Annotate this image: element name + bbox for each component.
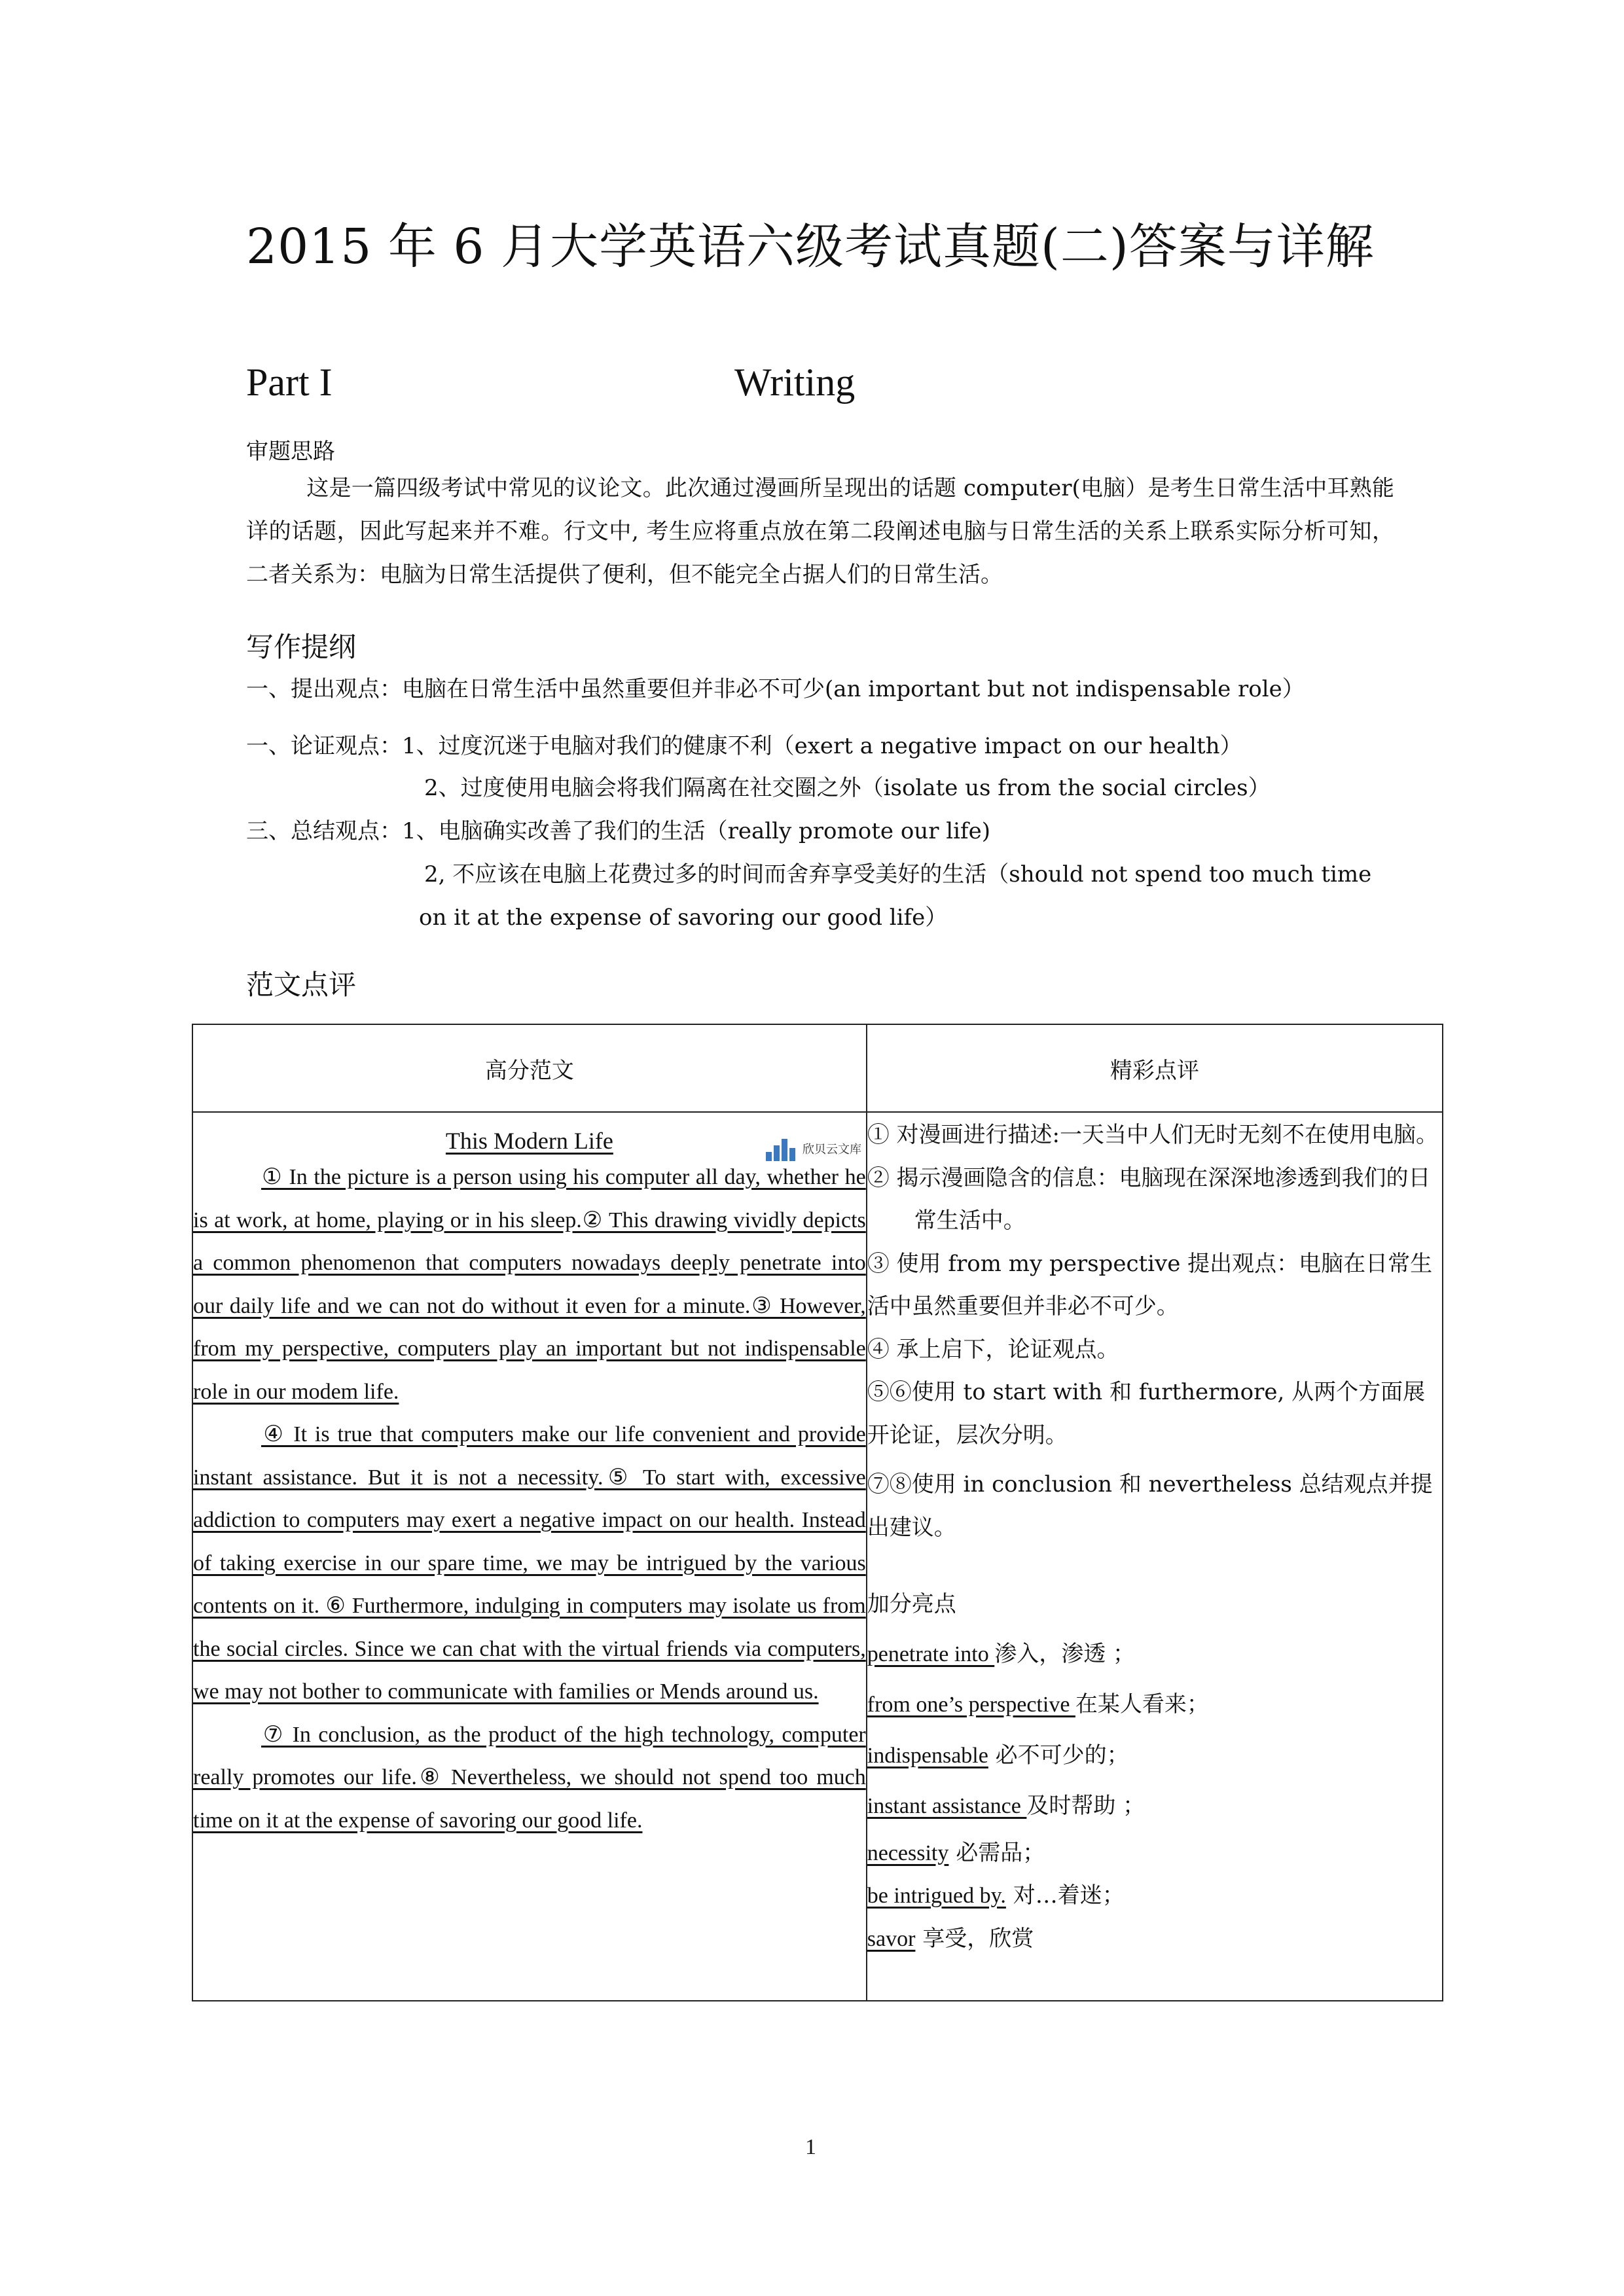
highlight-term: from one’s perspective <box>867 1693 1075 1717</box>
highlight-term: indispensable <box>867 1743 988 1768</box>
essay-paragraph-text: ① In the picture is a person using his computer all day, whether he is at work, at home, playing or in his sleep.② This drawing vividly depicts a common phenomenon that computers nowadays deeply penetrate into our daily life and we can not do without it even for a minute.③ However, from my perspective, computers play an important but not indispensable role in our modem life. <box>193 1165 866 1404</box>
highlight-term: be intrigued by. <box>867 1884 1006 1908</box>
highlight-term: penetrate into <box>867 1641 995 1666</box>
highlight-item <box>867 1633 1442 1676</box>
highlight-meaning: 享受，欣赏 <box>915 1925 1034 1952</box>
analysis-paragraph <box>246 467 1394 596</box>
outline-line: 2、过度使用电脑会将我们隔离在社交圈之外（isolate us from the social circles） <box>424 775 1271 801</box>
highlight-item <box>867 1874 1442 1918</box>
comment-item: ② 揭示漫画隐含的信息：电脑现在深深地渗透到我们的日常生活中。 <box>867 1164 1431 1234</box>
outline-line: 一、论证观点：1、过度沉迷于电脑对我们的健康不利（exert a negative impact on our health） <box>246 733 1242 759</box>
comment-item: ⑦⑧使用 in conclusion 和 nevertheless 总结观点并提出建议。 <box>867 1471 1433 1541</box>
part-number: Part I <box>246 361 333 404</box>
outline-line: 一、提出观点：电脑在日常生活中虽然重要但并非必不可少(an important but not indispensable role） <box>246 676 1305 702</box>
page-number: 1 <box>805 2135 816 2159</box>
column-header-comments: 精彩点评 <box>867 1024 1443 1112</box>
watermark-bars-icon <box>766 1139 797 1161</box>
review-table <box>192 1024 1443 2001</box>
highlight-item <box>867 1832 1442 1875</box>
highlight-term: instant assistance <box>867 1794 1027 1818</box>
essay-paragraph-text: ④ It is true that computers make our life convenient and provide instant assistance. But it is not a necessity.⑤ To start with, excessive addiction to computers may exert a negative impact on our health. Instead of taking exercise in our spare time, we may be intrigued by the various contents on it. ⑥ Furthermore, indulging in computers may isolate us from the social circles. Since we can chat with the virtual friends via computers, we may not bother to communicate with families or Mends around us. <box>193 1422 866 1704</box>
watermark-name: 欣贝云文库 <box>803 1143 861 1157</box>
part-name: Writing <box>734 361 856 404</box>
comment-item: ③ 使用 from my perspective 提出观点：电脑在日常生活中虽然重要但并非必不可少。 <box>867 1250 1433 1319</box>
essay-paragraph <box>193 1713 866 1842</box>
highlight-meaning: 渗入，渗透 ； <box>994 1640 1136 1667</box>
essay-paragraph-text: ⑦ In conclusion, as the product of the high technology, computer really promotes our life.⑧ Nevertheless, we should not spend too much time on it at the expense of savoring our good life. <box>193 1722 866 1833</box>
highlight-term: necessity <box>867 1840 949 1865</box>
highlight-item <box>867 1734 1442 1778</box>
highlight-meaning: 对…着迷； <box>1005 1882 1125 1909</box>
essay-body <box>193 1156 866 1842</box>
highlights-heading: 加分亮点 <box>867 1591 956 1617</box>
column-header-essay: 高分范文 <box>192 1024 867 1112</box>
highlight-meaning: 及时帮助 ； <box>1026 1793 1146 1819</box>
highlight-meaning: 在某人看来； <box>1075 1691 1209 1717</box>
highlight-item <box>867 1683 1442 1727</box>
outline-line: on it at the expense of savoring our good life） <box>419 905 948 931</box>
highlight-term: savor <box>867 1926 916 1951</box>
comment-list <box>867 1113 1442 1960</box>
essay-paragraph <box>193 1156 866 1413</box>
outline-line: 2, 不应该在电脑上花费过多的时间而舍弃享受美好的生活（should not spend too much time <box>424 861 1372 888</box>
highlight-item <box>867 1785 1442 1828</box>
outline-line: 三、总结观点：1、电脑确实改善了我们的生活（really promote our life) <box>246 818 990 844</box>
comment-item: ① 对漫画进行描述:一天当中人们无时无刻不在使用电脑。 <box>867 1122 1439 1148</box>
highlight-meaning: 必不可少的； <box>988 1742 1129 1768</box>
comment-item: ⑤⑥使用 to start with 和 furthermore, 从两个方面展开论证，层次分明。 <box>867 1379 1426 1448</box>
analysis-text: 这是一篇四级考试中常见的议论文。此次通过漫画所呈现出的话题 computer(电脑）是考生日常生活中耳熟能详的话题，因此写起来并不难。行文中, 考生应将重点放在第二段阐述电脑与日常生活的关系上联系实际分析可知，二者关系为：电脑为日常生活提供了便利，但不能完全占据人们的日常生活。 <box>246 475 1394 588</box>
essay-title: This Modern Life <box>445 1128 613 1154</box>
analysis-heading: 审题思路 <box>246 439 335 465</box>
watermark-logo <box>766 1139 861 1161</box>
essay-paragraph <box>193 1413 866 1713</box>
comment-item: ④ 承上启下，论证观点。 <box>867 1336 1119 1363</box>
highlight-meaning: 必需品； <box>948 1839 1045 1866</box>
highlight-item <box>867 1918 1442 1961</box>
outline-heading: 写作提纲 <box>246 631 357 663</box>
review-heading: 范文点评 <box>246 969 357 1001</box>
document-title: 2015 年 6 月大学英语六级考试真题(二)答案与详解 <box>246 219 1375 275</box>
